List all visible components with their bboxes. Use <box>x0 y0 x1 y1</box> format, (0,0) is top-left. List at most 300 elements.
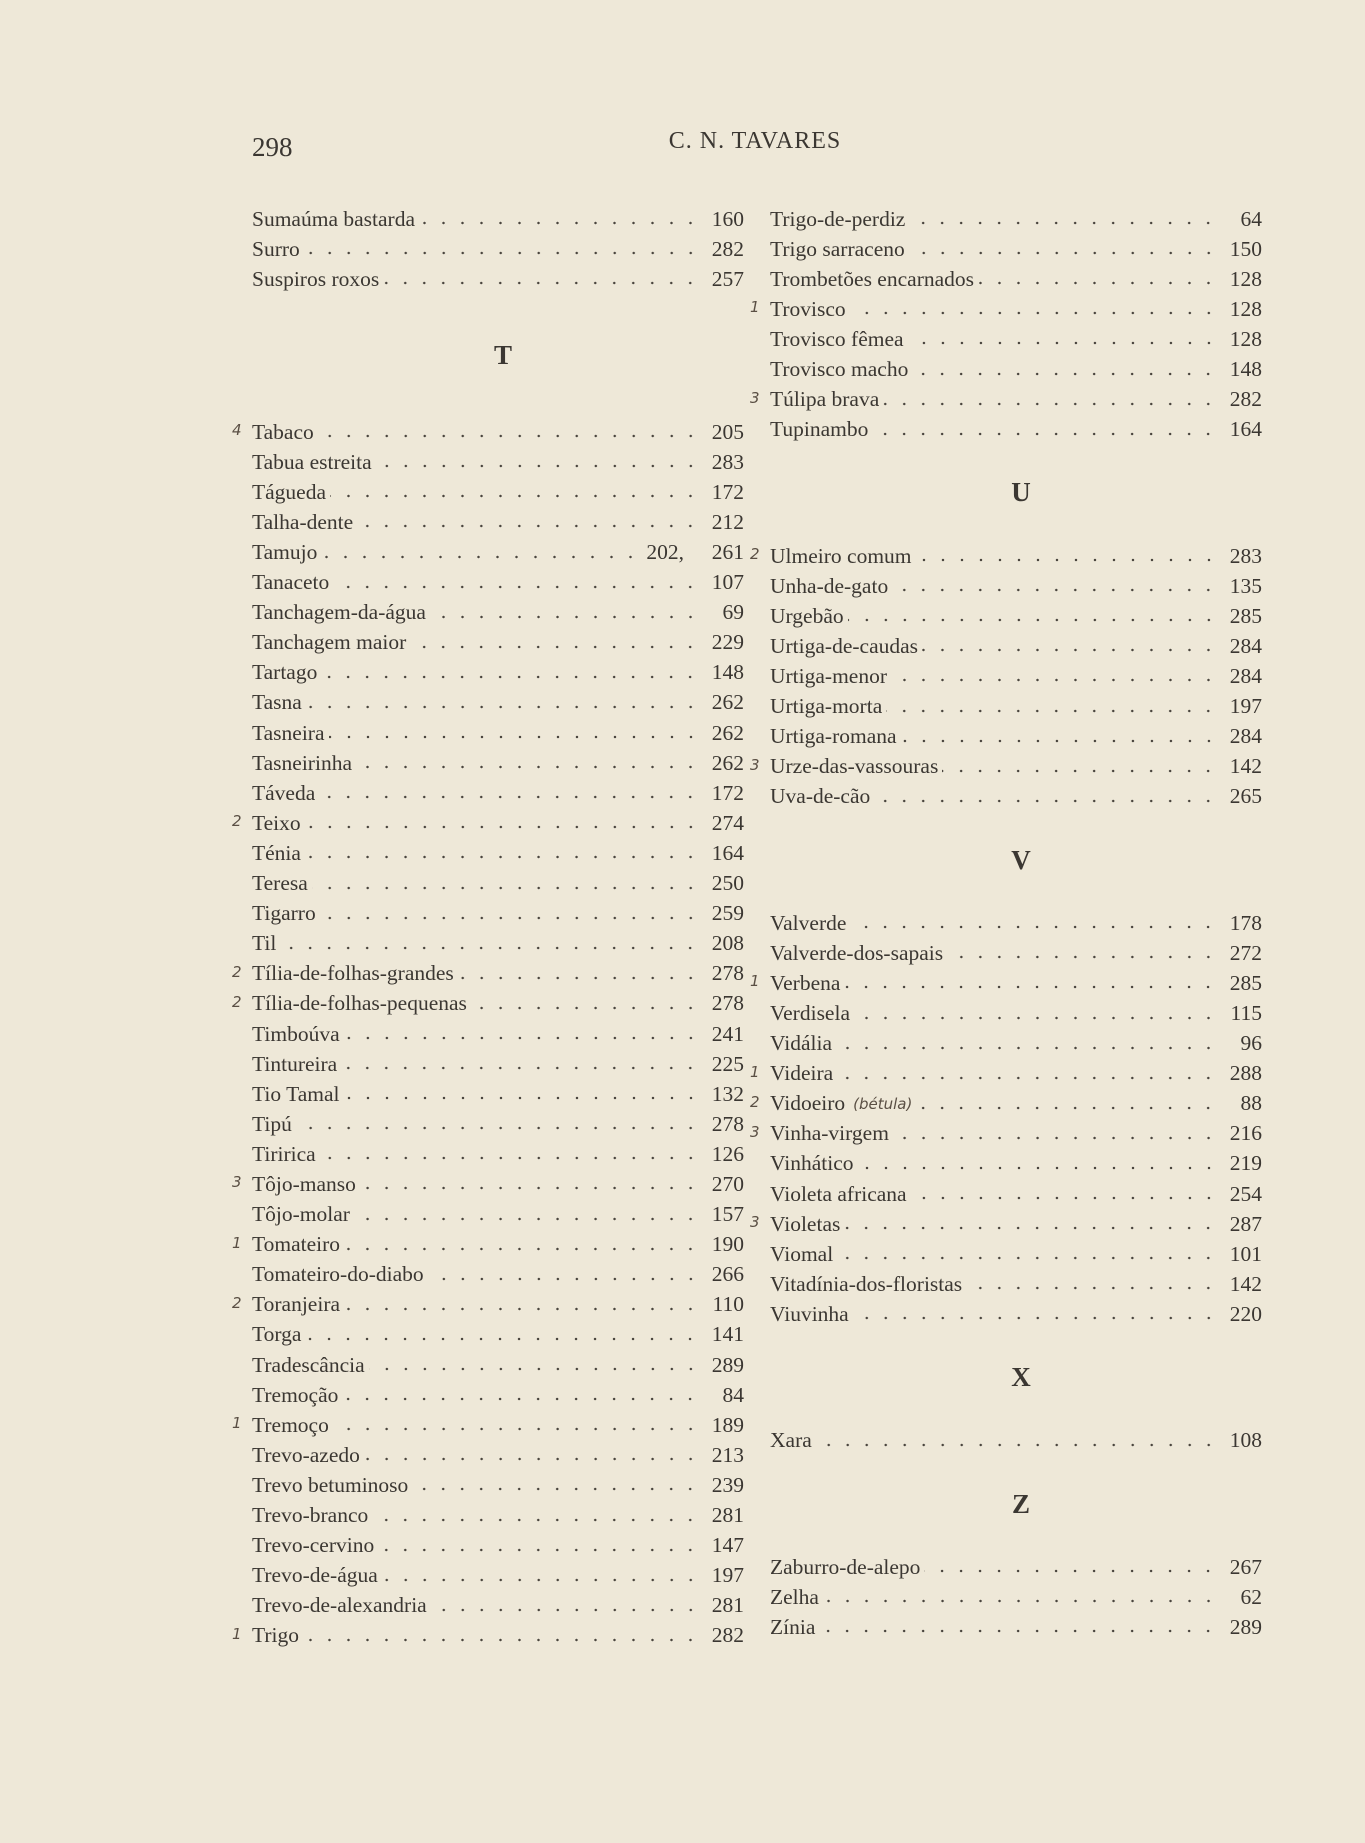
index-entry <box>252 658 744 688</box>
index-entry <box>232 808 744 838</box>
page-reference: 282 <box>711 236 744 261</box>
dot-leader <box>850 924 1218 930</box>
index-entry <box>252 1079 744 1109</box>
page-reference: 62 <box>1240 1584 1262 1609</box>
page-reference: 278 <box>711 1111 744 1136</box>
handwritten-mark: 2 <box>750 1092 760 1111</box>
entry-name: Tanchagem-da-água <box>252 600 426 625</box>
index-entry <box>770 415 1262 445</box>
entry-name: Tanchagem maior <box>252 630 407 655</box>
index-entry <box>770 722 1262 752</box>
index-entry <box>770 661 1262 691</box>
page-reference: 262 <box>711 750 744 775</box>
page-reference: 261 <box>711 540 744 564</box>
index-entry <box>770 1426 1262 1456</box>
entry-name: Urtiga-menor <box>770 663 888 688</box>
entry-name: Urze-das-vassouras <box>770 754 939 779</box>
page-reference: 284 <box>1229 663 1262 688</box>
dot-leader <box>872 431 1218 437</box>
entry-name: Toranjeira <box>252 1292 341 1317</box>
index-entry <box>770 1582 1262 1612</box>
page-reference: 205 <box>711 419 744 444</box>
index-entry <box>252 1320 744 1350</box>
page-reference: 132 <box>711 1081 744 1106</box>
index-entry <box>232 1230 744 1260</box>
dot-leader <box>911 1195 1218 1201</box>
page-reference: 110 <box>712 1292 744 1317</box>
page-reference: 254 <box>1229 1181 1262 1206</box>
dot-leader <box>305 824 700 830</box>
index-entry <box>770 204 1262 234</box>
dot-leader <box>305 1336 700 1342</box>
entry-name: Tôjo-manso <box>252 1171 356 1196</box>
index-entry <box>252 234 744 264</box>
handwritten-mark: 1 <box>232 1233 242 1252</box>
index-entry <box>750 1119 1262 1149</box>
page-reference: 148 <box>1229 357 1262 382</box>
dot-leader <box>837 1255 1218 1261</box>
index-entry <box>252 1260 744 1290</box>
index-entry <box>232 1169 744 1199</box>
entry-name: Xara <box>770 1428 812 1453</box>
entry-name: Torga <box>252 1322 302 1347</box>
dot-leader <box>329 734 700 740</box>
section-letter-heading: T <box>493 340 512 371</box>
entry-name: Tradescância <box>252 1352 365 1377</box>
handwritten-mark: 3 <box>750 755 760 774</box>
page-reference: 278 <box>711 991 744 1016</box>
handwritten-mark: 4 <box>232 421 242 440</box>
handwritten-mark: 3 <box>750 388 760 407</box>
entry-name: Tigarro <box>252 901 316 926</box>
dot-leader <box>844 984 1218 990</box>
index-entry <box>770 1179 1262 1209</box>
dot-leader <box>372 1517 700 1523</box>
index-entry <box>252 507 744 537</box>
index-entry <box>252 778 744 808</box>
entry-name: Tupinambo <box>770 417 869 442</box>
dot-leader <box>836 1045 1218 1051</box>
index-entry <box>252 1380 744 1410</box>
page-reference: 225 <box>711 1051 744 1076</box>
index-entry <box>770 998 1262 1028</box>
entry-name: Zelha <box>770 1584 819 1609</box>
index-entry <box>232 959 744 989</box>
dot-leader <box>458 975 700 981</box>
entry-name: Trigo <box>252 1623 300 1648</box>
dot-leader <box>874 798 1218 804</box>
page-reference: 284 <box>1229 633 1262 658</box>
dot-leader <box>819 1628 1218 1634</box>
entry-name: Tremoção <box>252 1382 339 1407</box>
index-entry <box>252 748 744 778</box>
dot-leader <box>410 644 700 650</box>
entry-name: Talha-dente <box>252 509 354 534</box>
index-entry <box>750 294 1262 324</box>
dot-leader <box>344 1095 700 1101</box>
index-entry <box>770 1029 1262 1059</box>
index-entry <box>252 1109 744 1139</box>
index-entry <box>252 598 744 628</box>
dot-leader <box>280 945 700 951</box>
index-entry <box>750 541 1262 571</box>
page-reference: 150 <box>1229 236 1262 261</box>
dot-leader <box>891 677 1218 683</box>
entry-name: Tília-de-folhas-pequenas <box>252 991 467 1016</box>
dot-leader <box>304 250 700 256</box>
page-reference: 281 <box>711 1503 744 1527</box>
index-entry <box>252 1500 744 1530</box>
entry-name: Suspiros roxos <box>252 266 380 291</box>
entry-name: Tágueda <box>252 479 327 504</box>
entry-name: Trevo-azedo <box>252 1442 360 1467</box>
index-entry <box>252 204 744 234</box>
page-reference: 189 <box>711 1412 744 1437</box>
dot-leader <box>321 674 700 680</box>
index-entry <box>252 868 744 898</box>
index-entry <box>770 324 1262 354</box>
dot-leader <box>344 1035 700 1041</box>
index-entry <box>770 782 1262 812</box>
dot-leader <box>357 523 700 529</box>
handwritten-mark: 1 <box>750 972 760 991</box>
dot-leader <box>320 915 700 921</box>
entry-name: Urtiga-morta <box>770 694 883 719</box>
dot-leader <box>305 854 700 860</box>
dot-leader <box>848 617 1218 623</box>
dot-leader <box>901 738 1218 744</box>
entry-name: Til <box>252 931 277 956</box>
handwritten-mark: 1 <box>750 298 760 317</box>
page-reference: 160 <box>711 206 744 231</box>
index-entry <box>252 929 744 959</box>
handwritten-mark: 3 <box>750 1213 760 1232</box>
entry-name: Tomateiro <box>252 1232 341 1257</box>
dot-leader <box>912 1105 1218 1111</box>
page-reference: 141 <box>711 1322 744 1347</box>
dot-leader <box>883 401 1218 407</box>
index-column-left <box>232 204 744 1651</box>
entry-name: Surro <box>252 236 300 261</box>
page-reference: 197 <box>711 1563 744 1588</box>
entry-name: Verbena <box>770 970 841 995</box>
page-reference: 212 <box>711 509 744 534</box>
index-entry <box>252 838 744 868</box>
page-reference: 241 <box>711 1021 744 1046</box>
dot-leader <box>333 1426 700 1432</box>
page-reference: 283 <box>1229 543 1262 568</box>
entry-name: Trovisco <box>770 296 846 321</box>
index-entry <box>232 989 744 1019</box>
dot-leader <box>320 1155 700 1161</box>
dot-leader <box>850 310 1218 316</box>
entry-name: Tasneira <box>252 720 325 745</box>
page-reference: 250 <box>711 871 744 896</box>
entry-name: Vinha-virgem <box>770 1121 889 1146</box>
index-entry <box>252 1139 744 1169</box>
entry-name: Trevo-de-água <box>252 1563 378 1588</box>
index-entry <box>770 1552 1262 1582</box>
index-entry <box>770 631 1262 661</box>
page-reference: 88 <box>1240 1091 1262 1116</box>
entry-name: Tipú <box>252 1111 292 1136</box>
entry-name: Violetas <box>770 1211 841 1236</box>
entry-name: Verdisela <box>770 1001 850 1026</box>
page-reference: 282 <box>711 1623 744 1648</box>
index-entry <box>252 718 744 748</box>
index-entry <box>252 537 744 567</box>
dot-leader <box>893 1135 1218 1141</box>
index-entry <box>252 1049 744 1079</box>
entry-name: Teixo <box>252 810 301 835</box>
dot-leader <box>924 1568 1218 1574</box>
dot-leader <box>816 1442 1218 1448</box>
dot-leader <box>376 463 700 469</box>
page-reference: 216 <box>1229 1121 1262 1146</box>
page-reference: 128 <box>1229 296 1262 321</box>
page-reference: 282 <box>1229 387 1262 412</box>
index-entry <box>770 234 1262 264</box>
page-reference: 128 <box>1229 326 1262 351</box>
handwritten-mark: 1 <box>750 1062 760 1081</box>
dot-leader <box>360 1185 700 1191</box>
handwritten-mark: 2 <box>750 545 760 564</box>
entry-name: Zaburro-de-alepo <box>770 1554 921 1579</box>
dot-leader <box>378 1547 700 1553</box>
page-reference: 278 <box>711 961 744 986</box>
section-letter-heading: U <box>1011 477 1031 508</box>
page-reference: 157 <box>711 1202 744 1227</box>
entry-name: Tamujo <box>252 540 318 564</box>
page-reference: 172 <box>711 780 744 805</box>
page-reference: 267 <box>1229 1554 1262 1579</box>
dot-leader <box>354 1216 700 1222</box>
entry-name: Urgebão <box>770 603 844 628</box>
index-entry <box>252 1470 744 1500</box>
entry-name: Túlipa brava <box>770 387 880 412</box>
entry-name: Tio Tamal <box>252 1081 340 1106</box>
page-reference: 259 <box>711 901 744 926</box>
entry-name: Trovisco macho <box>770 357 909 382</box>
page-reference: 69 <box>722 600 744 625</box>
dot-leader <box>412 1486 700 1492</box>
entry-name: Trigo-de-perdiz <box>770 206 906 231</box>
dot-leader <box>966 1285 1218 1291</box>
page-reference: 288 <box>1229 1061 1262 1086</box>
dot-leader <box>912 371 1218 377</box>
page-reference: 220 <box>1229 1301 1262 1326</box>
handwritten-mark: 3 <box>232 1173 242 1192</box>
page-reference: 265 <box>1229 784 1262 809</box>
dot-leader <box>303 1637 700 1643</box>
entry-name: Unha-de-gato <box>770 573 889 598</box>
dot-leader <box>356 764 700 770</box>
page-reference: 284 <box>1229 724 1262 749</box>
page-reference: 287 <box>1229 1211 1262 1236</box>
dot-leader <box>853 1315 1218 1321</box>
dot-leader <box>430 614 700 620</box>
dot-leader <box>383 280 700 286</box>
index-entry <box>252 1019 744 1049</box>
index-entry <box>750 1209 1262 1239</box>
handwritten-mark: 3 <box>750 1122 760 1141</box>
page-reference: 126 <box>711 1141 744 1166</box>
page-reference: 128 <box>1229 266 1262 291</box>
entry-name: Tília-de-folhas-grandes <box>252 961 454 986</box>
entry-name: Trevo-branco <box>252 1503 369 1527</box>
index-entry <box>252 1350 744 1380</box>
running-head: C. N. TAVARES <box>668 128 842 154</box>
dot-leader <box>342 1396 700 1402</box>
index-entry <box>750 385 1262 415</box>
index-entry <box>252 264 744 294</box>
entry-name: Tiririca <box>252 1141 316 1166</box>
dot-leader <box>321 554 640 560</box>
entry-name: Trevo-de-alexandria <box>252 1593 427 1618</box>
page-reference: 84 <box>722 1382 744 1407</box>
dot-leader <box>431 1607 700 1613</box>
dot-leader <box>916 557 1218 563</box>
dot-leader <box>296 1125 700 1131</box>
index-entry <box>750 1059 1262 1089</box>
dot-leader <box>306 704 700 710</box>
dot-leader <box>942 768 1218 774</box>
index-entry <box>252 1591 744 1621</box>
page-reference: 239 <box>711 1472 744 1497</box>
entry-name: Tremoço <box>252 1412 329 1437</box>
handwritten-mark: 2 <box>232 812 242 831</box>
dot-leader <box>823 1598 1218 1604</box>
page-reference: 270 <box>711 1171 744 1196</box>
page-reference: 262 <box>711 690 744 715</box>
page-reference: 219 <box>1229 1151 1262 1176</box>
entry-name: Tôjo-molar <box>252 1202 350 1227</box>
dot-leader <box>344 1246 700 1252</box>
index-entry <box>770 1612 1262 1642</box>
page-reference: 107 <box>711 570 744 595</box>
page-reference: 266 <box>711 1262 744 1287</box>
entry-name: Viuvinha <box>770 1301 849 1326</box>
index-column-right <box>750 204 1262 1642</box>
index-entry <box>770 571 1262 601</box>
entry-name: Teresa <box>252 871 308 896</box>
dot-leader <box>382 1577 700 1583</box>
dot-leader <box>369 1366 700 1372</box>
page-reference: 283 <box>711 449 744 474</box>
entry-name: Tabaco <box>252 419 314 444</box>
index-entry <box>770 908 1262 938</box>
entry-name: Vitadínia-dos-floristas <box>770 1271 963 1296</box>
entry-name: Tomateiro-do-diabo <box>252 1262 424 1287</box>
page-reference: 164 <box>1229 417 1262 442</box>
page-reference: 272 <box>1229 940 1262 965</box>
dot-leader <box>364 1456 700 1462</box>
dot-leader <box>908 340 1218 346</box>
page-reference: 202, <box>646 540 684 564</box>
page-reference: 289 <box>1229 1614 1262 1639</box>
page-reference: 281 <box>711 1593 744 1618</box>
section-letter-heading: Z <box>1011 1488 1030 1519</box>
entry-name: Tasneirinha <box>252 750 352 775</box>
index-entry <box>252 447 744 477</box>
page-reference: 164 <box>711 840 744 865</box>
dot-leader <box>319 794 700 800</box>
page-reference: 148 <box>711 660 744 685</box>
dot-leader <box>312 885 700 891</box>
index-entry <box>232 1621 744 1651</box>
page-reference: 213 <box>711 1442 744 1467</box>
index-entry <box>232 1290 744 1320</box>
page-reference: 108 <box>1229 1428 1262 1453</box>
entry-name: Tintureira <box>252 1051 338 1076</box>
dot-leader <box>837 1075 1218 1081</box>
page-reference: 142 <box>1229 754 1262 779</box>
index-entry <box>770 1299 1262 1329</box>
entry-name: Vinhático <box>770 1151 854 1176</box>
index-entry <box>750 968 1262 998</box>
entry-name: Videira <box>770 1061 834 1086</box>
entry-name: Valverde-dos-sapais <box>770 940 944 965</box>
dot-leader <box>854 1015 1218 1021</box>
index-entry <box>252 1440 744 1470</box>
page-reference: 190 <box>711 1232 744 1257</box>
index-entry <box>252 628 744 658</box>
entry-name: Urtiga-romana <box>770 724 897 749</box>
index-entry <box>750 1089 1262 1119</box>
entry-name: Violeta africana <box>770 1181 907 1206</box>
entry-name: Vidoeiro <box>770 1091 846 1116</box>
dot-leader <box>428 1276 700 1282</box>
index-entry <box>252 1200 744 1230</box>
entry-name: Trigo sarraceno <box>770 236 905 261</box>
page-reference: 135 <box>1229 573 1262 598</box>
entry-name: Sumaúma bastarda <box>252 206 415 231</box>
entry-name: Tasna <box>252 690 302 715</box>
dot-leader <box>471 1005 700 1011</box>
handwritten-mark: 2 <box>232 992 242 1011</box>
entry-name: Trevo-cervino <box>252 1533 375 1558</box>
page-reference: 257 <box>711 266 744 291</box>
handwritten-mark: 2 <box>232 962 242 981</box>
index-entry <box>232 1410 744 1440</box>
page-reference: 172 <box>711 479 744 504</box>
index-entry <box>770 1269 1262 1299</box>
page-reference: 96 <box>1240 1031 1262 1056</box>
dot-leader <box>947 954 1218 960</box>
section-letter-heading: V <box>1011 844 1031 875</box>
page-reference: 274 <box>711 810 744 835</box>
index-entry <box>252 1531 744 1561</box>
entry-name: Trovisco fêmea <box>770 326 904 351</box>
page-reference: 285 <box>1229 603 1262 628</box>
dot-leader <box>978 280 1218 286</box>
dot-leader <box>341 1065 700 1071</box>
index-entry <box>232 417 744 447</box>
page-reference: 178 <box>1229 910 1262 935</box>
dot-leader <box>419 220 700 226</box>
entry-name: Zínia <box>770 1614 816 1639</box>
entry-name: Timboúva <box>252 1021 340 1046</box>
dot-leader <box>333 584 700 590</box>
dot-leader <box>844 1225 1218 1231</box>
page-reference: 229 <box>711 630 744 655</box>
handwritten-mark: 1 <box>232 1414 242 1433</box>
entry-name: Tabua estreita <box>252 449 372 474</box>
page-reference: 208 <box>711 931 744 956</box>
index-entry <box>252 688 744 718</box>
dot-leader <box>318 433 700 439</box>
entry-name: Trombetões encarnados <box>770 266 975 291</box>
